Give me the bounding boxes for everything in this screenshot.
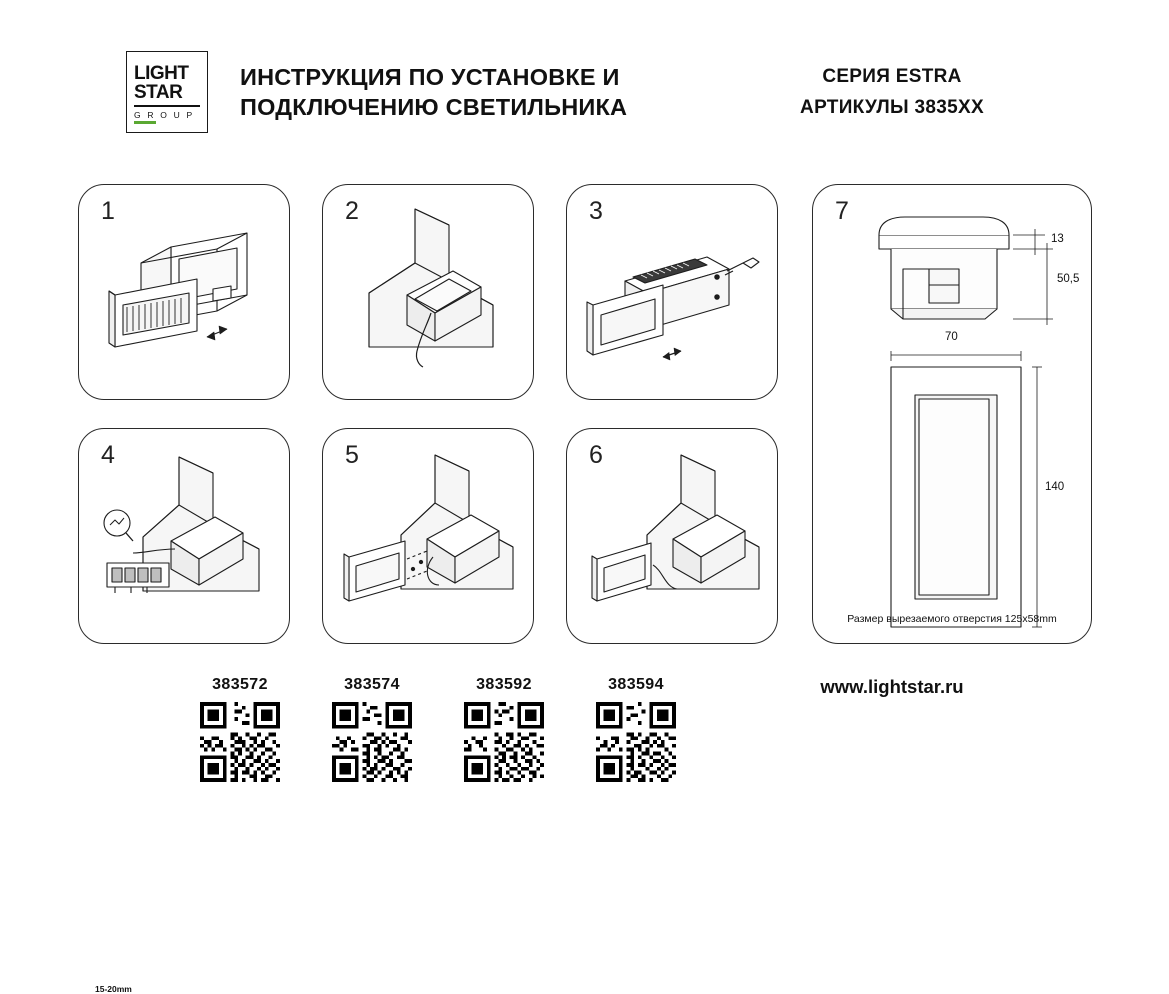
step-number-1: 1 bbox=[101, 197, 115, 225]
cutout-size-note: Размер вырезаемого отверстия 125x58mm bbox=[847, 613, 1057, 625]
header-right-block bbox=[727, 66, 1057, 119]
logo-line-1: LIGHT bbox=[134, 63, 189, 85]
step-illustration-2 bbox=[323, 185, 533, 399]
brand-logo bbox=[126, 51, 208, 133]
product-code-block-2 bbox=[312, 676, 432, 782]
product-code-block-3 bbox=[444, 676, 564, 782]
step-4-dimension-label: 15-20mm bbox=[95, 984, 132, 994]
product-code-block-4 bbox=[576, 676, 696, 782]
qr-code-icon-4 bbox=[596, 702, 676, 782]
step-card-5 bbox=[322, 428, 534, 644]
dimension-70: 70 bbox=[945, 331, 958, 343]
technical-drawing-card bbox=[812, 184, 1092, 644]
step-illustration-4 bbox=[79, 429, 289, 643]
product-code-3: 383592 bbox=[476, 676, 532, 693]
dimension-50-5: 50,5 bbox=[1057, 273, 1080, 285]
step-number-3: 3 bbox=[589, 197, 603, 225]
qr-code-icon-3 bbox=[464, 702, 544, 782]
step-illustration-5 bbox=[323, 429, 533, 643]
logo-line-3: G R O U P bbox=[134, 109, 195, 120]
step-number-6: 6 bbox=[589, 441, 603, 469]
step-number-5: 5 bbox=[345, 441, 359, 469]
articles-label: АРТИКУЛЫ 3835XX bbox=[800, 97, 984, 118]
dimension-140: 140 bbox=[1045, 481, 1065, 493]
step-card-1 bbox=[78, 184, 290, 400]
step-illustration-6 bbox=[567, 429, 777, 643]
step-number-4: 4 bbox=[101, 441, 115, 469]
product-code-4: 383594 bbox=[608, 676, 664, 693]
product-code-1: 383572 bbox=[212, 676, 268, 693]
dimension-13: 13 bbox=[1051, 233, 1064, 245]
series-label: СЕРИЯ ESTRA bbox=[822, 66, 962, 87]
qr-code-icon-1 bbox=[200, 702, 280, 782]
step-illustration-3 bbox=[567, 185, 777, 399]
product-code-2: 383574 bbox=[344, 676, 400, 693]
step-card-3 bbox=[566, 184, 778, 400]
technical-drawing bbox=[813, 185, 1091, 643]
step-card-6 bbox=[566, 428, 778, 644]
step-number-7: 7 bbox=[835, 197, 849, 225]
logo-line-2: STAR bbox=[134, 82, 183, 104]
logo-accent-bar bbox=[134, 121, 156, 124]
website-url[interactable]: www.lightstar.ru bbox=[820, 676, 964, 697]
step-card-2 bbox=[322, 184, 534, 400]
step-illustration-1 bbox=[79, 185, 289, 399]
logo-divider bbox=[134, 105, 200, 106]
qr-code-icon-2 bbox=[332, 702, 412, 782]
page-title: ИНСТРУКЦИЯ ПО УСТАНОВКЕ И ПОДКЛЮЧЕНИЮ СВЕТИЛЬНИКА bbox=[240, 64, 628, 120]
product-code-block-1 bbox=[180, 676, 300, 782]
step-number-2: 2 bbox=[345, 197, 359, 225]
